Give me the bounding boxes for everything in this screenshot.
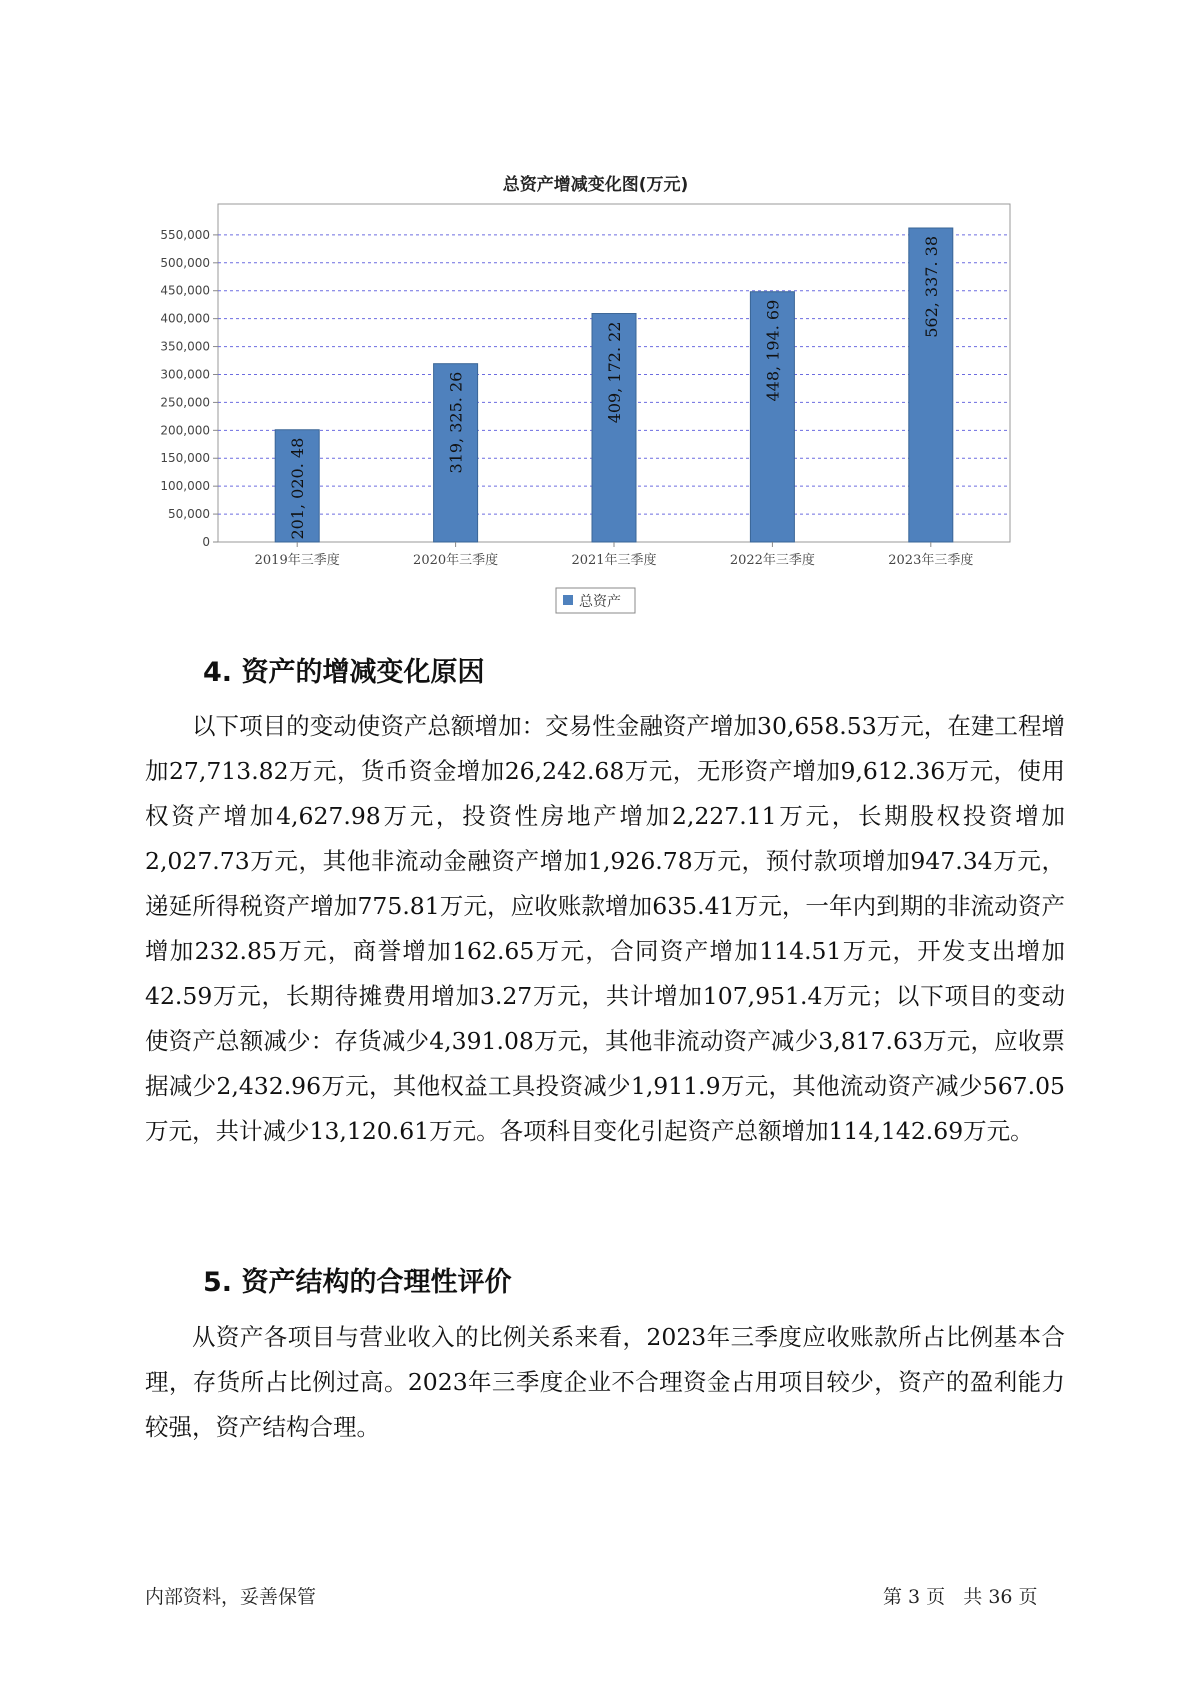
chart-title: 总资产增减变化图(万元) <box>502 175 689 195</box>
y-tick-label: 50,000 <box>168 507 210 522</box>
section-paragraph-asset-change-reasons: 以下项目的变动使资产总额增加：交易性金融资产增加30,658.53万元，在建工程增加27,713.82万元，货币资金增加26,242.68万元，无形资产增加9,612.36万元，使用权资产增加4,627.98万元，投资性房地产增加2,227.11万元，长期股权投资增加2,027.73万元，其他非流动金融资产增加1,926.78万元，预付款项增加947.34万元，递延所得税资产增加775.81万元，应收账款增加635.41万元，一年内到期的非流动资产增加232.85万元，商誉增加162.65万元，合同资产增加114.51万元，开发支出增加42.59万元，长期待摊费用增加3.27万元，共计增加107,951.4万元；以下项目的变动使资产总额减少：存货减少4,391.08万元，其他非流动资产减少3,817.63万元，应收票据减少2,432.96万元，其他权益工具投资减少1,911.9万元，其他流动资产减少567.05万元，共计减少13,120.61万元。各项科目变化引起资产总额增加114,142.69万元。 <box>145 712 1065 1145</box>
y-tick-label: 450,000 <box>160 283 210 298</box>
bar-value-label: 562, 337. 38 <box>921 236 941 338</box>
legend-swatch <box>563 595 573 605</box>
legend <box>556 588 635 613</box>
section-heading-asset-structure: 5. 资产结构的合理性评价 <box>203 1267 512 1298</box>
y-tick-label: 550,000 <box>160 227 210 242</box>
y-tick-label: 300,000 <box>160 367 210 382</box>
y-tick-label: 400,000 <box>160 311 210 326</box>
y-tick-label: 250,000 <box>160 395 210 410</box>
y-tick-label: 100,000 <box>160 479 210 494</box>
bar-value-label: 201, 020. 48 <box>288 437 308 540</box>
x-tick-label: 2022年三季度 <box>729 553 815 568</box>
x-tick-label: 2019年三季度 <box>254 553 340 568</box>
bar-value-label: 319, 325. 26 <box>446 371 466 474</box>
bar-value-label: 409, 172. 22 <box>605 321 624 424</box>
bar-chart <box>0 0 1191 640</box>
bar-value-label: 448, 194. 69 <box>763 299 783 402</box>
section-paragraph-asset-structure: 从资产各项目与营业收入的比例关系来看，2023年三季度应收账款所占比例基本合理，存货所占比例过高。2023年三季度企业不合理资金占用项目较少，资产的盈利能力较强，资产结构合理。 <box>145 1323 1065 1441</box>
y-tick-label: 200,000 <box>160 423 210 438</box>
legend-label: 总资产 <box>579 594 621 610</box>
y-tick-label: 0 <box>202 535 210 549</box>
y-tick-label: 500,000 <box>160 255 210 270</box>
footer-page-number: 第 3 页 共 36 页 <box>883 1586 1038 1608</box>
y-tick-label: 150,000 <box>160 451 210 466</box>
x-tick-label: 2021年三季度 <box>571 553 657 568</box>
section-heading-asset-change-reasons: 4. 资产的增减变化原因 <box>203 657 485 688</box>
footer-confidential-note: 内部资料，妥善保管 <box>145 1586 317 1608</box>
x-tick-label: 2020年三季度 <box>413 553 499 568</box>
x-tick-label: 2023年三季度 <box>888 553 974 568</box>
y-tick-label: 350,000 <box>160 339 210 354</box>
